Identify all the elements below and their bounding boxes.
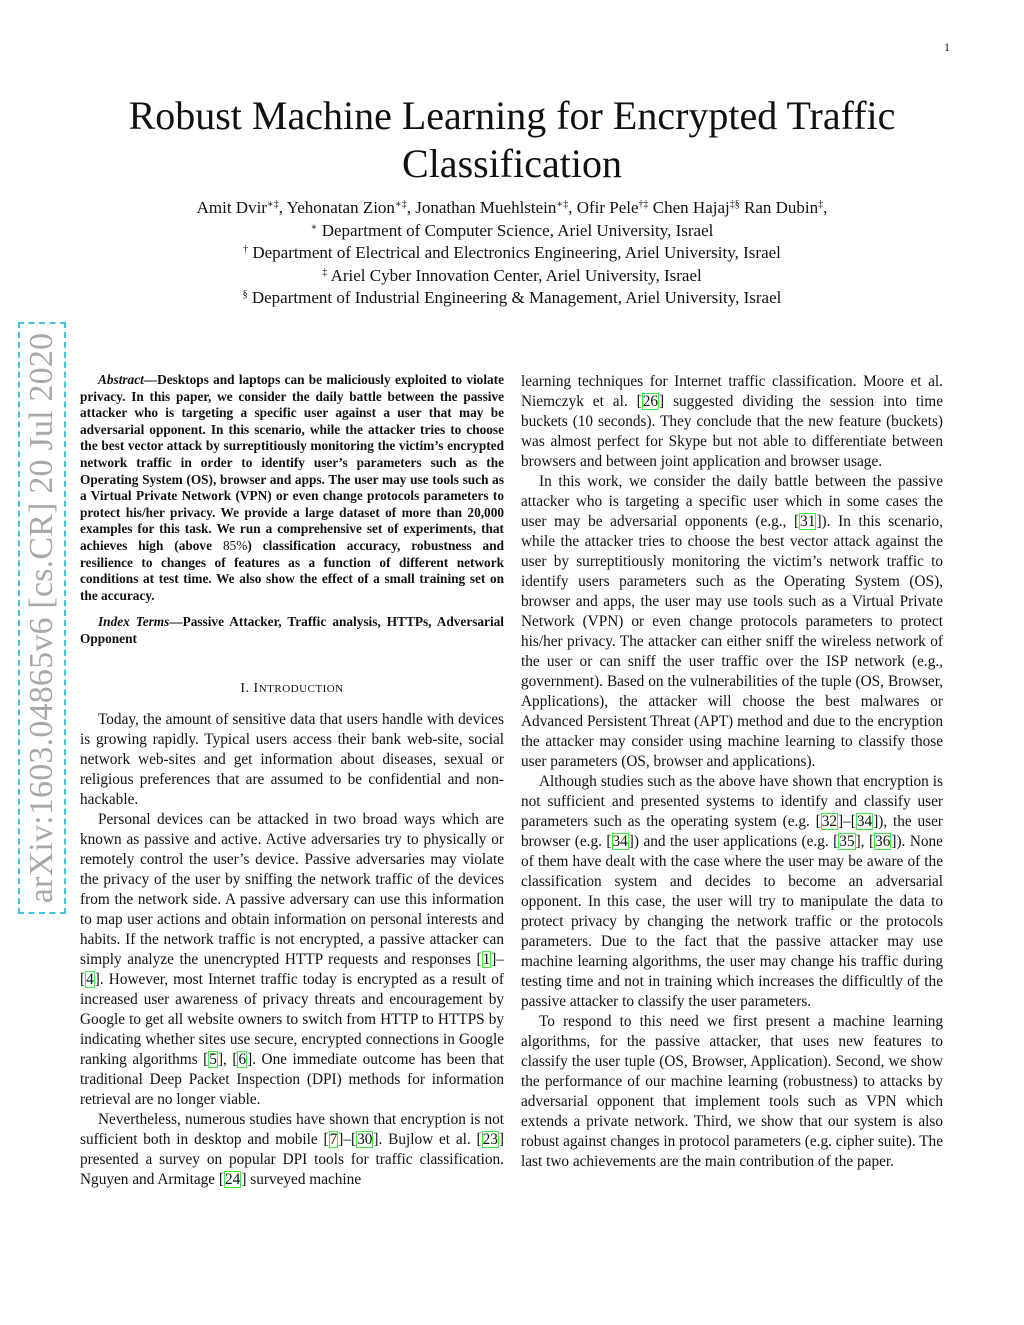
author-marks: ∗‡ [266, 199, 279, 210]
citation-link[interactable]: 24 [225, 1170, 241, 1188]
affiliation-line [80, 265, 944, 288]
author-name: Amit Dvir [196, 198, 267, 217]
abstract-label: Abstract [98, 372, 144, 387]
affiliation-mark: ∗ [310, 221, 318, 233]
author-marks: ∗‡ [556, 199, 569, 210]
affiliation-line [80, 287, 944, 310]
affiliation-mark: ‡ [322, 266, 328, 278]
citation-link[interactable]: 4 [86, 970, 94, 988]
paragraph-text: . However, most Internet traffic today is encrypted as a result of increased user awareness of privacy threats and encouragement by Google to get all website owners to switch from HTTP to HTTPS by indicating whether sites use secure, encrypted connections in Google ranking algorithms [80, 970, 504, 1068]
index-terms-text: Passive Attacker, Traffic analysis, HTTPs, Adversarial Opponent [80, 614, 504, 646]
paragraph: To respond to this need we first present a machine learning algorithms, for the passive attacker, that uses new features to classify the user tuple (OS, Browser, Application). Second, we show the performance of our machine learning (robustness) to attacks by adversarial opponent that implement tools such as VPN which extends a private network. Third, we show that our system is also robust against changes in protocol parameters (e.g. cipher suite). The last two achievements are the main contribution of the paper. [521, 1013, 943, 1170]
citation-link[interactable]: 32 [821, 813, 838, 830]
affiliation-line [80, 242, 944, 265]
paragraph-text: . One immediate outcome has been that traditional Deep Packet Inspection (DPI) methods for information retrieval are no longer viable. [80, 1050, 504, 1108]
citation-link[interactable]: 26 [642, 393, 659, 410]
author-list: Amit Dvir∗‡, Yehonatan Zion∗‡, Jonathan Muehlstein∗‡, Ofir Pele†‡ Chen Hajaj‡§ Ran Dubin‡, [196, 198, 828, 217]
index-terms-label: Index Terms [98, 614, 170, 630]
author-marks: ‡ [818, 199, 824, 210]
author-marks: ∗‡ [394, 199, 407, 210]
affiliation-text: Ariel Cyber Innovation Center, Ariel University, Israel [330, 265, 702, 285]
paragraph-text: ) and the user applications (e.g. [633, 833, 834, 850]
author-marks: ‡§ [729, 199, 740, 210]
affiliation-text: Department of Computer Science, Ariel University, Israel [321, 220, 714, 240]
index-terms: Index Terms—Passive Attacker, Traffic analysis, HTTPs, Adversarial Opponent [80, 614, 504, 646]
citation-link[interactable]: 1 [482, 950, 491, 968]
affiliation-mark: † [243, 244, 249, 255]
abstract-accuracy: 85% [222, 537, 248, 553]
section-title-rest: NTRODUCTION [258, 682, 344, 695]
author-block [80, 197, 944, 310]
citation-link[interactable]: 36 [875, 833, 891, 850]
citation-link[interactable]: 34 [612, 833, 628, 850]
paragraph: learning techniques for Internet traffic classification. Moore et al. Niemczyk et al. [26] suggested dividing the session into time buckets (10 seconds). They conclude that the new feature (buckets) was almost perfect for Skype but not able to differentiate between browsers and between joint application and browser usage. [521, 373, 943, 470]
paragraph-text: ). None of them have dealt with the case where the user may be aware of the classification system and decides to become an adversarial opponent. In this case, the user will try to manipulate the data to protect privacy by changing the network traffic or the protocols parameters. Due to the fact that the passive attacker may use machine learning algorithms, the user may change his traffic during testing time and not in training which increases the difficultly of the passive attacker to classify the user parameters. [521, 833, 943, 1010]
affiliation-text: Department of Industrial Engineering & Management, Ariel University, Israel [251, 288, 782, 307]
paragraph-text: learning techniques for Internet traffic classification. Moore et al. Niemczyk et al. [521, 373, 943, 410]
citation-link[interactable]: 31 [800, 513, 816, 530]
left-column [80, 372, 504, 1190]
paragraph: In this work, we consider the daily battle between the passive attacker who is targeting a specific user which in some cases the user may be adversarial opponents (e.g., [31]). In this scenario, while the attacker tries to choose the best vector attack against the user by surreptitiously monitoring the victim’s network traffic to identify users parameters such as the Operating System (OS), browser and apps, the user may use tools such as a Virtual Private Network (VPN) or even change protocols parameters to protect his/her privacy. The attacker can either sniff the wireless network of the user or can sniff the user traffic over the ISP network (e.g., government). Based on the vulnerabilities of the tuple (OS, Browser, Applications), the attacker will choose the best malwares or Advanced Persistent Threat (APT) method and due to the encryption the attacker may consider using machine learning to classify those user parameters (OS, browser and applications). [521, 473, 943, 770]
affiliation-line [80, 220, 944, 243]
author-marks: †‡ [638, 199, 649, 210]
citation-link[interactable]: 5 [209, 1050, 217, 1068]
paragraph-text: . Bujlow et al. [378, 1130, 477, 1148]
author-name: Yehonatan Zion [286, 198, 395, 217]
abstract: Abstract—Desktops and laptops can be maliciously exploited to violate privacy. In this paper, we consider the daily battle between the passive attacker who is targeting a specific user against a user that may be adversarial opponent. In this scenario, while the attacker tries to choose the best vector attack by surreptitiously monitoring the victim’s encrypted network traffic in order to identify user’s parameters such as the Operating System (OS), browser and apps. The user may use tools such as a Virtual Private Network (VPN) or even change protocols parameters to protect his/her privacy. We provide a large dataset of more than 20,000 examples for this task. We run a comprehensive set of experiments, that achieves high (above 85%) classification accuracy, robustness and resilience to changes of features as a function of different network conditions at test time. We also show the effect of a small training set on the accuracy. [80, 372, 504, 603]
citation-link[interactable]: 7 [329, 1130, 338, 1148]
paragraph-text: ), the user browser (e.g. [521, 813, 943, 850]
affiliation-text: Department of Electrical and Electronics Engineering, Ariel University, Israel [252, 243, 781, 262]
page-number: 1 [944, 40, 950, 54]
paragraph: Nevertheless, numerous studies have shown that encryption is not sufficient both in desktop and mobile [7]–[30]. Bujlow et al. [23] presented a survey on popular DPI tools for traffic classification. Nguyen and Armitage [24] surveyed machine [80, 1110, 504, 1188]
affiliation-mark: § [242, 289, 248, 300]
citation-link[interactable]: 35 [839, 833, 855, 850]
citation-link[interactable]: 34 [856, 813, 873, 830]
right-column [521, 372, 943, 1172]
paragraph-text: Although studies such as the above have shown that encryption is not sufficient and presented systems to identify and classify user parameters such as the operating system (e.g. [521, 773, 943, 830]
arxiv-identifier[interactable]: arXiv:1603.04865v6 [cs.CR] 20 Jul 2020 [23, 332, 60, 904]
author-name: Ran Dubin [744, 198, 819, 217]
paragraph-text: presented a survey on popular DPI tools for traffic classification. Nguyen and Armitage [80, 1150, 504, 1188]
section-title-initial: I [253, 680, 259, 696]
citation-link[interactable]: 23 [482, 1130, 498, 1148]
citation-link[interactable]: 30 [357, 1130, 373, 1148]
author-name: Chen Hajaj [652, 198, 730, 217]
paragraph-text: Personal devices can be attacked in two broad ways which are known as passive and active. Active adversaries try to physically or remotely control the user’s device. Passive adversaries may violate the privacy of the user by sniffing the network traffic of the devices from the network side. A passive adversary can use this information to map user actions and obtain information on personal interests and habits. If the network traffic is not encrypted, a passive attacker can simply analyze the unencrypted HTTP requests and responses [80, 810, 504, 968]
abstract-text: Desktops and laptops can be maliciously exploited to violate privacy. In this paper, we consider the daily battle between the passive attacker who is targeting a specific user against a user that may be adversarial opponent. In this scenario, while the attacker tries to choose the best vector attack by surreptitiously monitoring the victim’s encrypted network traffic in order to identify user’s parameters such as the Operating System (OS), browser and apps. The user may use tools such as a Virtual Private Network (VPN) or even change protocols parameters to protect his/her privacy. We provide a large dataset of more than 20,000 examples for this task. We run a comprehensive set of experiments, that achieves high (above [80, 372, 504, 553]
paragraph-text: Nevertheless, numerous studies have shown that encryption is not sufficient both in desktop and mobile [80, 1110, 504, 1148]
citation-link[interactable]: 6 [238, 1050, 247, 1068]
paragraph-text: ). In this scenario, while the attacker tries to choose the best vector attack against the user by surreptitiously monitoring the victim’s network traffic to identify users parameters such as the Operating System (OS), browser and apps, the user may use tools such as a Virtual Private Network (VPN) or even change protocols parameters to protect his/her privacy. The attacker can either sniff the wireless network of the user or can sniff the user traffic over the ISP network (e.g., government). Based on the vulnerabilities of the tuple (OS, Browser, Applications), the attacker will choose the best malwares or Advanced Persistent Threat (APT) method and due to the encryption the attacker may consider using machine learning to classify those user parameters (OS, browser and applications). [521, 513, 943, 770]
paper-title: Robust Machine Learning for Encrypted Traffic Classification [128, 93, 896, 186]
paragraph: Today, the amount of sensitive data that users handle with devices is growing rapidly. Typical users access their bank web-site, social network web-sites and get information about diseases, sexual or religious preferences that are assumed to be confidential and non-hackable. [80, 710, 504, 808]
section-number: I. [240, 680, 250, 696]
author-name: Jonathan Muehlstein [415, 198, 557, 217]
paragraph: Although studies such as the above have shown that encryption is not sufficient and presented systems to identify and classify user parameters such as the operating system (e.g. [32]–[34]), the user browser (e.g. [34]) and the user applications (e.g. [35], [36]). None of them have dealt with the case where the user may be aware of the classification system and decides to become an adversarial opponent. In this case, the user will try to manipulate the data to protect privacy by changing the network traffic or the protocols parameters. Due to the fact that the passive attacker may use machine learning algorithms, the user may change his traffic during testing time and not in training which increases the difficultly of the passive attacker to classify the user parameters. [521, 773, 943, 1010]
paragraph: Personal devices can be attacked in two broad ways which are known as passive and active. Active adversaries try to physically or remotely control the user’s device. Passive adversaries may violate the privacy of the user by sniffing the network traffic of the devices from the network side. A passive adversary can use this information to map user actions and obtain information on personal interests and habits. If the network traffic is not encrypted, a passive attacker can simply analyze the unencrypted HTTP requests and responses [1]–[4]. However, most Internet traffic today is encrypted as a result of increased user awareness of privacy threats and encouragement by Google to get all website owners to switch from HTTP to HTTPS by indicating whether sites use secure, encrypted connections in Google ranking algorithms [5], [6]. One immediate outcome has been that traditional Deep Packet Inspection (DPI) methods for information retrieval are no longer viable. [80, 810, 504, 1108]
abstract-text-cont: ) classification accuracy, robustness and resilience to changes of features as a function of different network conditions at test time. We also show the effect of a small training set on the accuracy. [80, 537, 504, 603]
paragraph-text: suggested dividing the session into time buckets (10 seconds). They conclude that the new feature (buckets) was almost perfect for Skype but not able to differentiate between browsers and between joint application and browser usage. [521, 393, 943, 470]
author-name: Ofir Pele [576, 198, 639, 217]
paragraph-text: surveyed machine [246, 1170, 362, 1188]
arxiv-stamp[interactable] [18, 322, 66, 914]
paragraph-text: In this work, we consider the daily battle between the passive attacker who is targeting a specific user which in some cases the user may be adversarial opponents (e.g., [521, 473, 943, 530]
section-heading-introduction [80, 679, 504, 699]
